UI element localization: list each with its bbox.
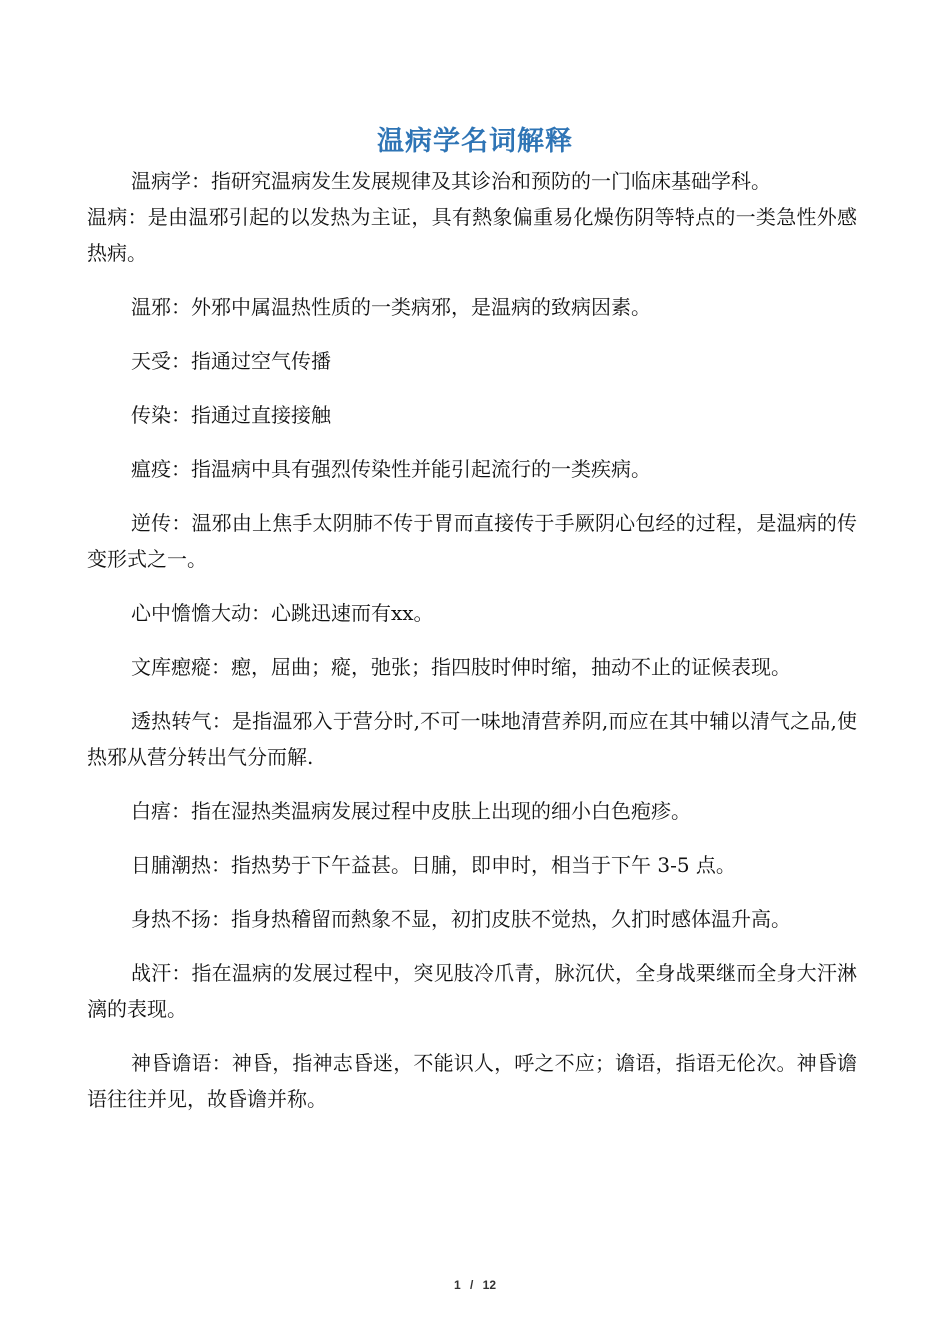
paragraph-zhanhan: 战汗：指在温病的发展过程中，突见肢冷爪青，脉沉伏，全身战栗继而全身大汗淋漓的表现。 (87, 961, 857, 1021)
paragraph-wenbing: 温病：是由温邪引起的以发热为主证，具有熱象偏重易化燥伤阴等特点的一类急性外感热病。 (87, 205, 857, 265)
paragraph-nichuan: 逆传：温邪由上焦手太阴肺不传于胃而直接传于手厥阴心包经的过程，是温病的传变形式之一。 (87, 511, 857, 571)
page-number (0, 1278, 950, 1292)
document-body (87, 163, 857, 1117)
paragraph-chuanran: 传染：指通过直接接触 (131, 403, 331, 427)
paragraph-wenbingxue: 温病学：指研究温病发生发展规律及其诊治和预防的一门临床基础学科。 (131, 169, 771, 193)
page-current: 1 (453, 1278, 461, 1292)
paragraph-shenrebuyang: 身热不扬：指身热稽留而熱象不显，初扪皮肤不觉热，久扪时感体温升高。 (131, 907, 791, 931)
paragraph-xinzhong: 心中憺憺大动：心跳迅速而有xx。 (131, 601, 434, 625)
page-total: 12 (482, 1278, 497, 1292)
paragraph-chizong: 文库瘛瘲：瘛，屈曲；瘲，弛张；指四肢时伸时缩，抽动不止的证候表现。 (131, 655, 791, 679)
page-title: 温病学名词解释 (377, 126, 573, 158)
paragraph-wenxie: 温邪：外邪中属温热性质的一类病邪，是温病的致病因素。 (131, 295, 651, 319)
paragraph-ribuchaore: 日脯潮热：指热势于下午益甚。日脯，即申时，相当于下午 3-5 点。 (131, 853, 736, 877)
paragraph-shenhunzhanyu: 神昏谵语：神昏，指神志昏迷，不能识人，呼之不应；谵语，指语无伦次。神昏谵语往往并见，故昏谵并称。 (87, 1051, 857, 1111)
page-separator: / (469, 1278, 474, 1292)
paragraph-wenyi: 瘟疫：指温病中具有强烈传染性并能引起流行的一类疾病。 (131, 457, 651, 481)
paragraph-tianshou: 天受：指通过空气传播 (131, 349, 331, 373)
paragraph-baipei: 白痦：指在湿热类温病发展过程中皮肤上出现的细小白色疱疹。 (131, 799, 691, 823)
paragraph-touzhuanqi: 透热转气：是指温邪入于营分时,不可一味地清营养阴,而应在其中辅以清气之品,使热邪从营分转出气分而解. (87, 709, 857, 769)
